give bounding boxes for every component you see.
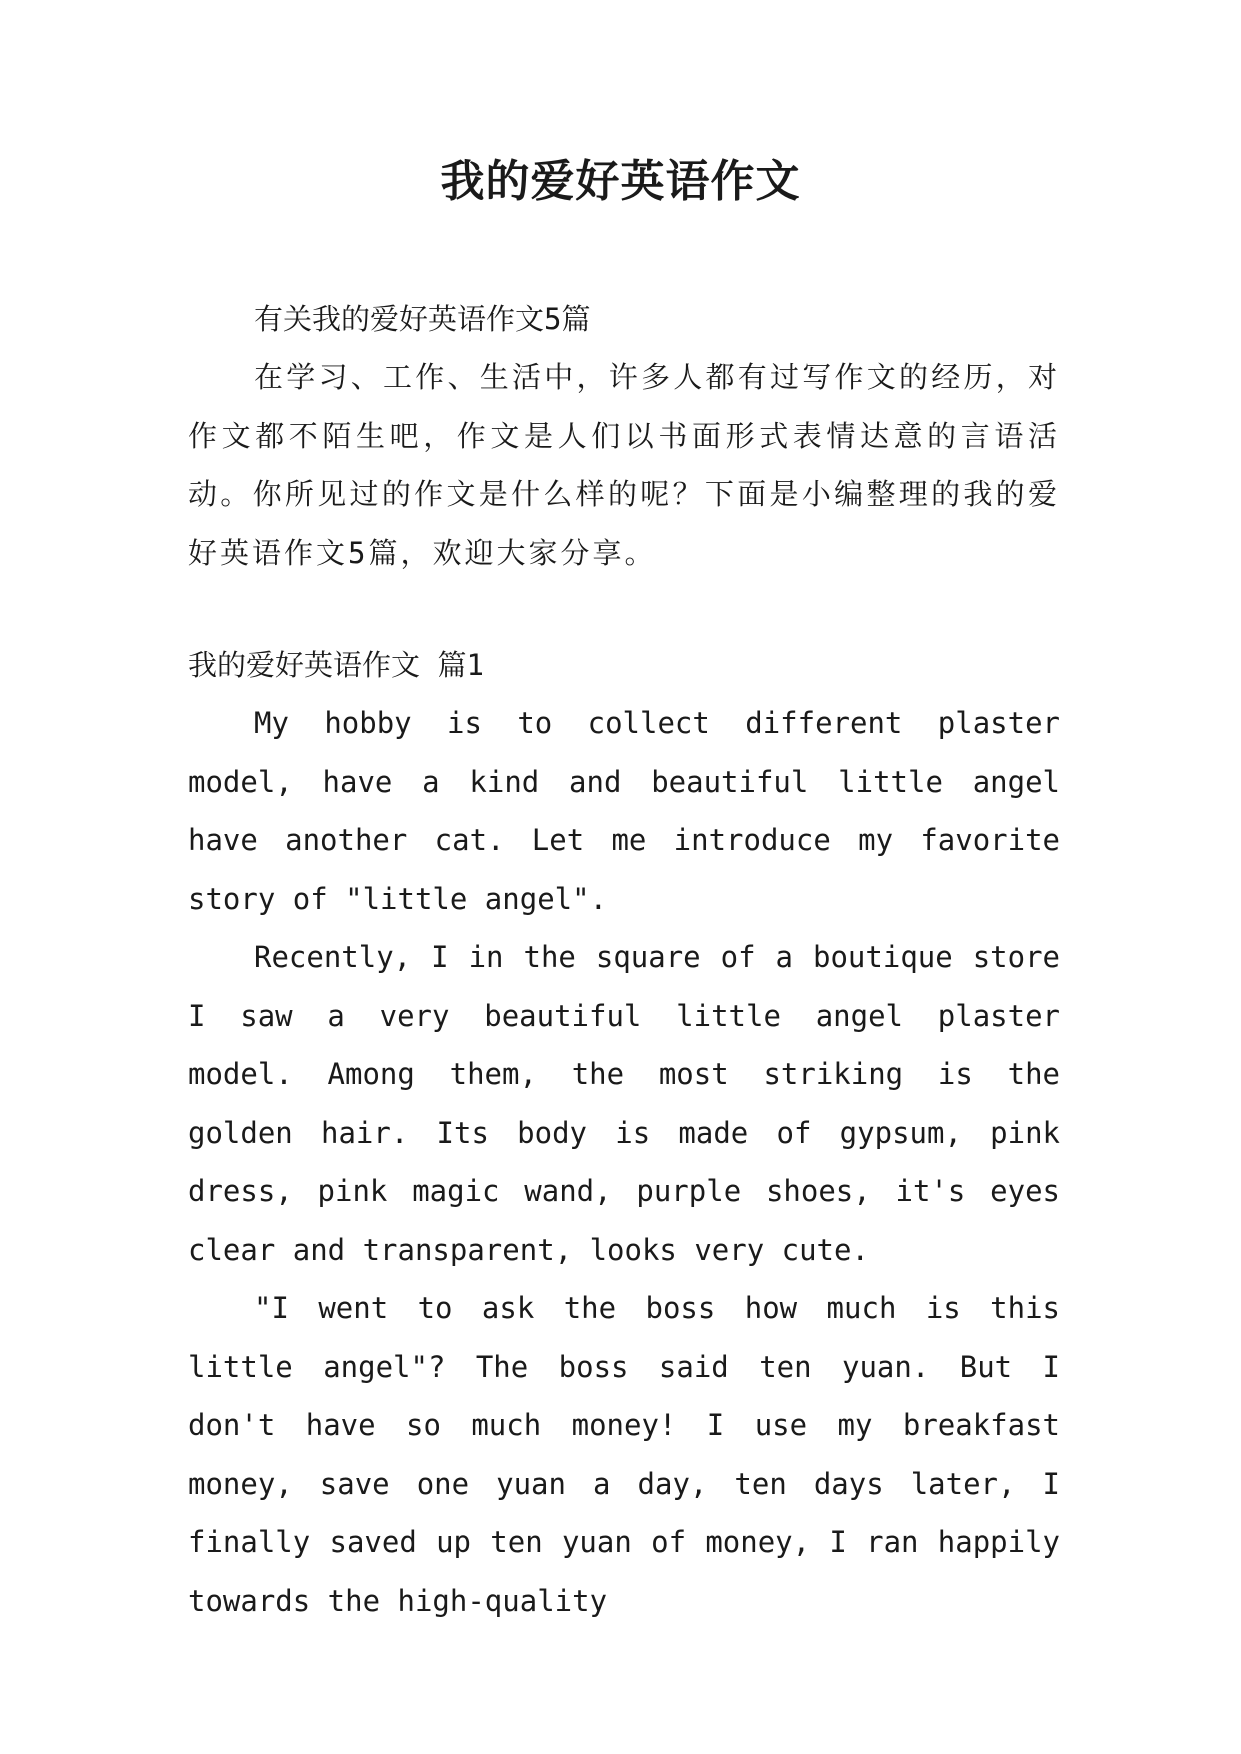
intro-paragraph: 在学习、工作、生活中，许多人都有过写作文的经历，对作文都不陌生吧，作文是人们以书面形式表情达意的言语活动。你所见过的作文是什么样的呢？下面是小编整理的我的爱好英语作文5篇，欢迎大家分享。 [188,360,1060,570]
essay-paragraph: "I went to ask the boss how much is this little angel"? The boss said ten yuan. But I don't have so much money! I use my breakfast money, save one yuan a day, ten days later, I finally saved up ten yuan of money, I ran happily towards the high-quality [188,1291,1060,1618]
document-subtitle: 有关我的爱好英语作文5篇 [254,302,591,336]
essay-paragraph: My hobby is to collect different plaster model, have a kind and beautiful little angel have another cat. Let me introduce my favorite story of "little angel". [188,706,1060,916]
document-title: 我的爱好英语作文 [440,156,801,207]
essay-paragraph: Recently, I in the square of a boutique store I saw a very beautiful little angel plaster model. Among them, the most striking is the golden hair. Its body is made of gypsum, pink dress, pink magic wand, purple shoes, it's eyes clear and transparent, looks very cute. [188,940,1060,1267]
section-heading: 我的爱好英语作文 篇1 [188,648,484,682]
